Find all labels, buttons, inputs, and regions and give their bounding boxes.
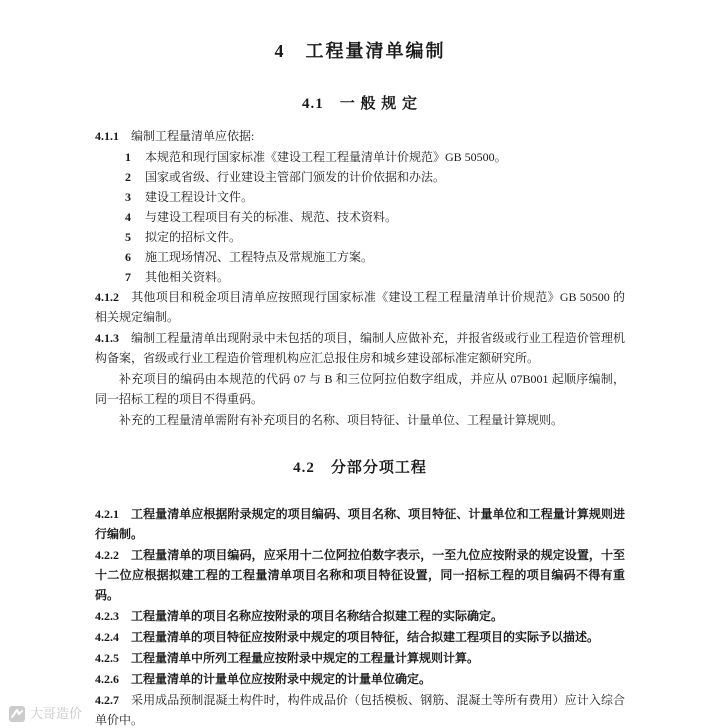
clause-number: 4.1.1	[95, 129, 119, 143]
clause-number: 4.2.2	[95, 548, 119, 562]
list-item	[95, 167, 625, 187]
section-heading-4-1: 4.1 一 般 规 定	[301, 96, 418, 112]
section-heading-4-2: 4.2 分部分项工程	[293, 460, 427, 476]
clause-text: 工程量清单中所列工程量应按附录中规定的工程量计算规则计算。	[131, 651, 480, 665]
clause-number: 4.1.2	[95, 290, 119, 304]
clause-4-2-1	[95, 504, 625, 544]
clause-text: 编制工程量清单出现附录中未包括的项目，编制人应做补充，并报省级或行业工程造价管理机构备案，省级或行业工程造价管理机构应汇总报住房和城乡建设部标准定额研究所。	[95, 331, 625, 365]
clause-number: 4.2.6	[95, 672, 119, 686]
list-item-number: 5	[125, 230, 131, 244]
clause-4-1-2	[95, 287, 625, 327]
list-item-text: 拟定的招标文件。	[145, 230, 242, 244]
list-item	[95, 247, 625, 267]
clause-4-2-5	[95, 648, 625, 668]
clause-4-2-3	[95, 606, 625, 626]
clause-number: 4.1.3	[95, 331, 119, 345]
clause-number: 4.2.5	[95, 651, 119, 665]
supplement-code-paragraph: 补充项目的编码由本规范的代码 07 与 B 和三位阿拉伯数字组成，并应从 07B001 起顺序编制，同一招标工程的项目不得重码。	[95, 372, 625, 406]
list-item-text: 国家或省级、行业建设主管部门颁发的计价依据和办法。	[145, 170, 446, 184]
clause-4-2-7	[95, 690, 625, 728]
list-item	[95, 267, 625, 287]
list-item-number: 6	[125, 250, 131, 264]
supplement-attachment-paragraph: 补充的工程量清单需附有补充项目的名称、项目特征、计量单位、工程量计算规则。	[119, 413, 564, 427]
clause-text: 其他项目和税金项目清单应按照现行国家标准《建设工程工程量清单计价规范》GB 50500 的相关规定编制。	[95, 290, 625, 324]
clause-4-2-6	[95, 669, 625, 689]
list-item-text: 本规范和现行国家标准《建设工程工程量清单计价规范》GB 50500。	[145, 150, 507, 164]
list-item-text: 施工现场情况、工程特点及常规施工方案。	[145, 250, 374, 264]
watermark-text: 大哥造价	[30, 706, 83, 721]
clause-text: 工程量清单的项目特征应按附录中规定的项目特征，结合拟建工程项目的实际予以描述。	[131, 630, 600, 644]
clause-number: 4.2.3	[95, 609, 119, 623]
list-item-text: 与建设工程项目有关的标准、规范、技术资料。	[145, 210, 398, 224]
list-item-number: 3	[125, 190, 131, 204]
clause-4-2-4	[95, 627, 625, 647]
list-item	[95, 147, 625, 167]
list-item	[95, 187, 625, 207]
clause-number: 4.2.7	[95, 693, 119, 707]
list-item	[95, 227, 625, 247]
watermark-logo-icon	[8, 705, 26, 723]
list-item-text: 建设工程设计文件。	[145, 190, 254, 204]
list-item-number: 4	[125, 210, 131, 224]
basis-list	[95, 147, 625, 287]
clause-text: 工程量清单的计量单位应按附录中规定的计量单位确定。	[131, 672, 432, 686]
list-item-number: 1	[125, 150, 131, 164]
clause-text: 编制工程量清单应依据:	[131, 129, 255, 143]
clause-text: 工程量清单的项目编码，应采用十二位阿拉伯数字表示，一至九位应按附录的规定设置，十至十二位应根据拟建工程的工程量清单项目名称和项目特征设置，同一招标工程的项目编码不得有重码。	[95, 548, 625, 602]
clause-4-1-3	[95, 328, 625, 368]
clause-number: 4.2.1	[95, 507, 119, 521]
clause-text: 采用成品预制混凝土构件时，构件成品价（包括模板、钢筋、混凝土等所有费用）应计入综合单价中。	[95, 693, 625, 727]
watermark	[8, 704, 82, 724]
chapter-title: 4 工程量清单编制	[274, 41, 446, 61]
clause-4-2-2	[95, 545, 625, 605]
clause-4-1-1	[95, 126, 625, 146]
clause-number: 4.2.4	[95, 630, 119, 644]
list-item-number: 2	[125, 170, 131, 184]
clause-text: 工程量清单的项目名称应按附录的项目名称结合拟建工程的实际确定。	[131, 609, 504, 623]
clause-text: 工程量清单应根据附录规定的项目编码、项目名称、项目特征、计量单位和工程量计算规则进行编制。	[95, 507, 625, 541]
list-item-number: 7	[125, 270, 131, 284]
list-item-text: 其他相关资料。	[145, 270, 230, 284]
list-item	[95, 207, 625, 227]
